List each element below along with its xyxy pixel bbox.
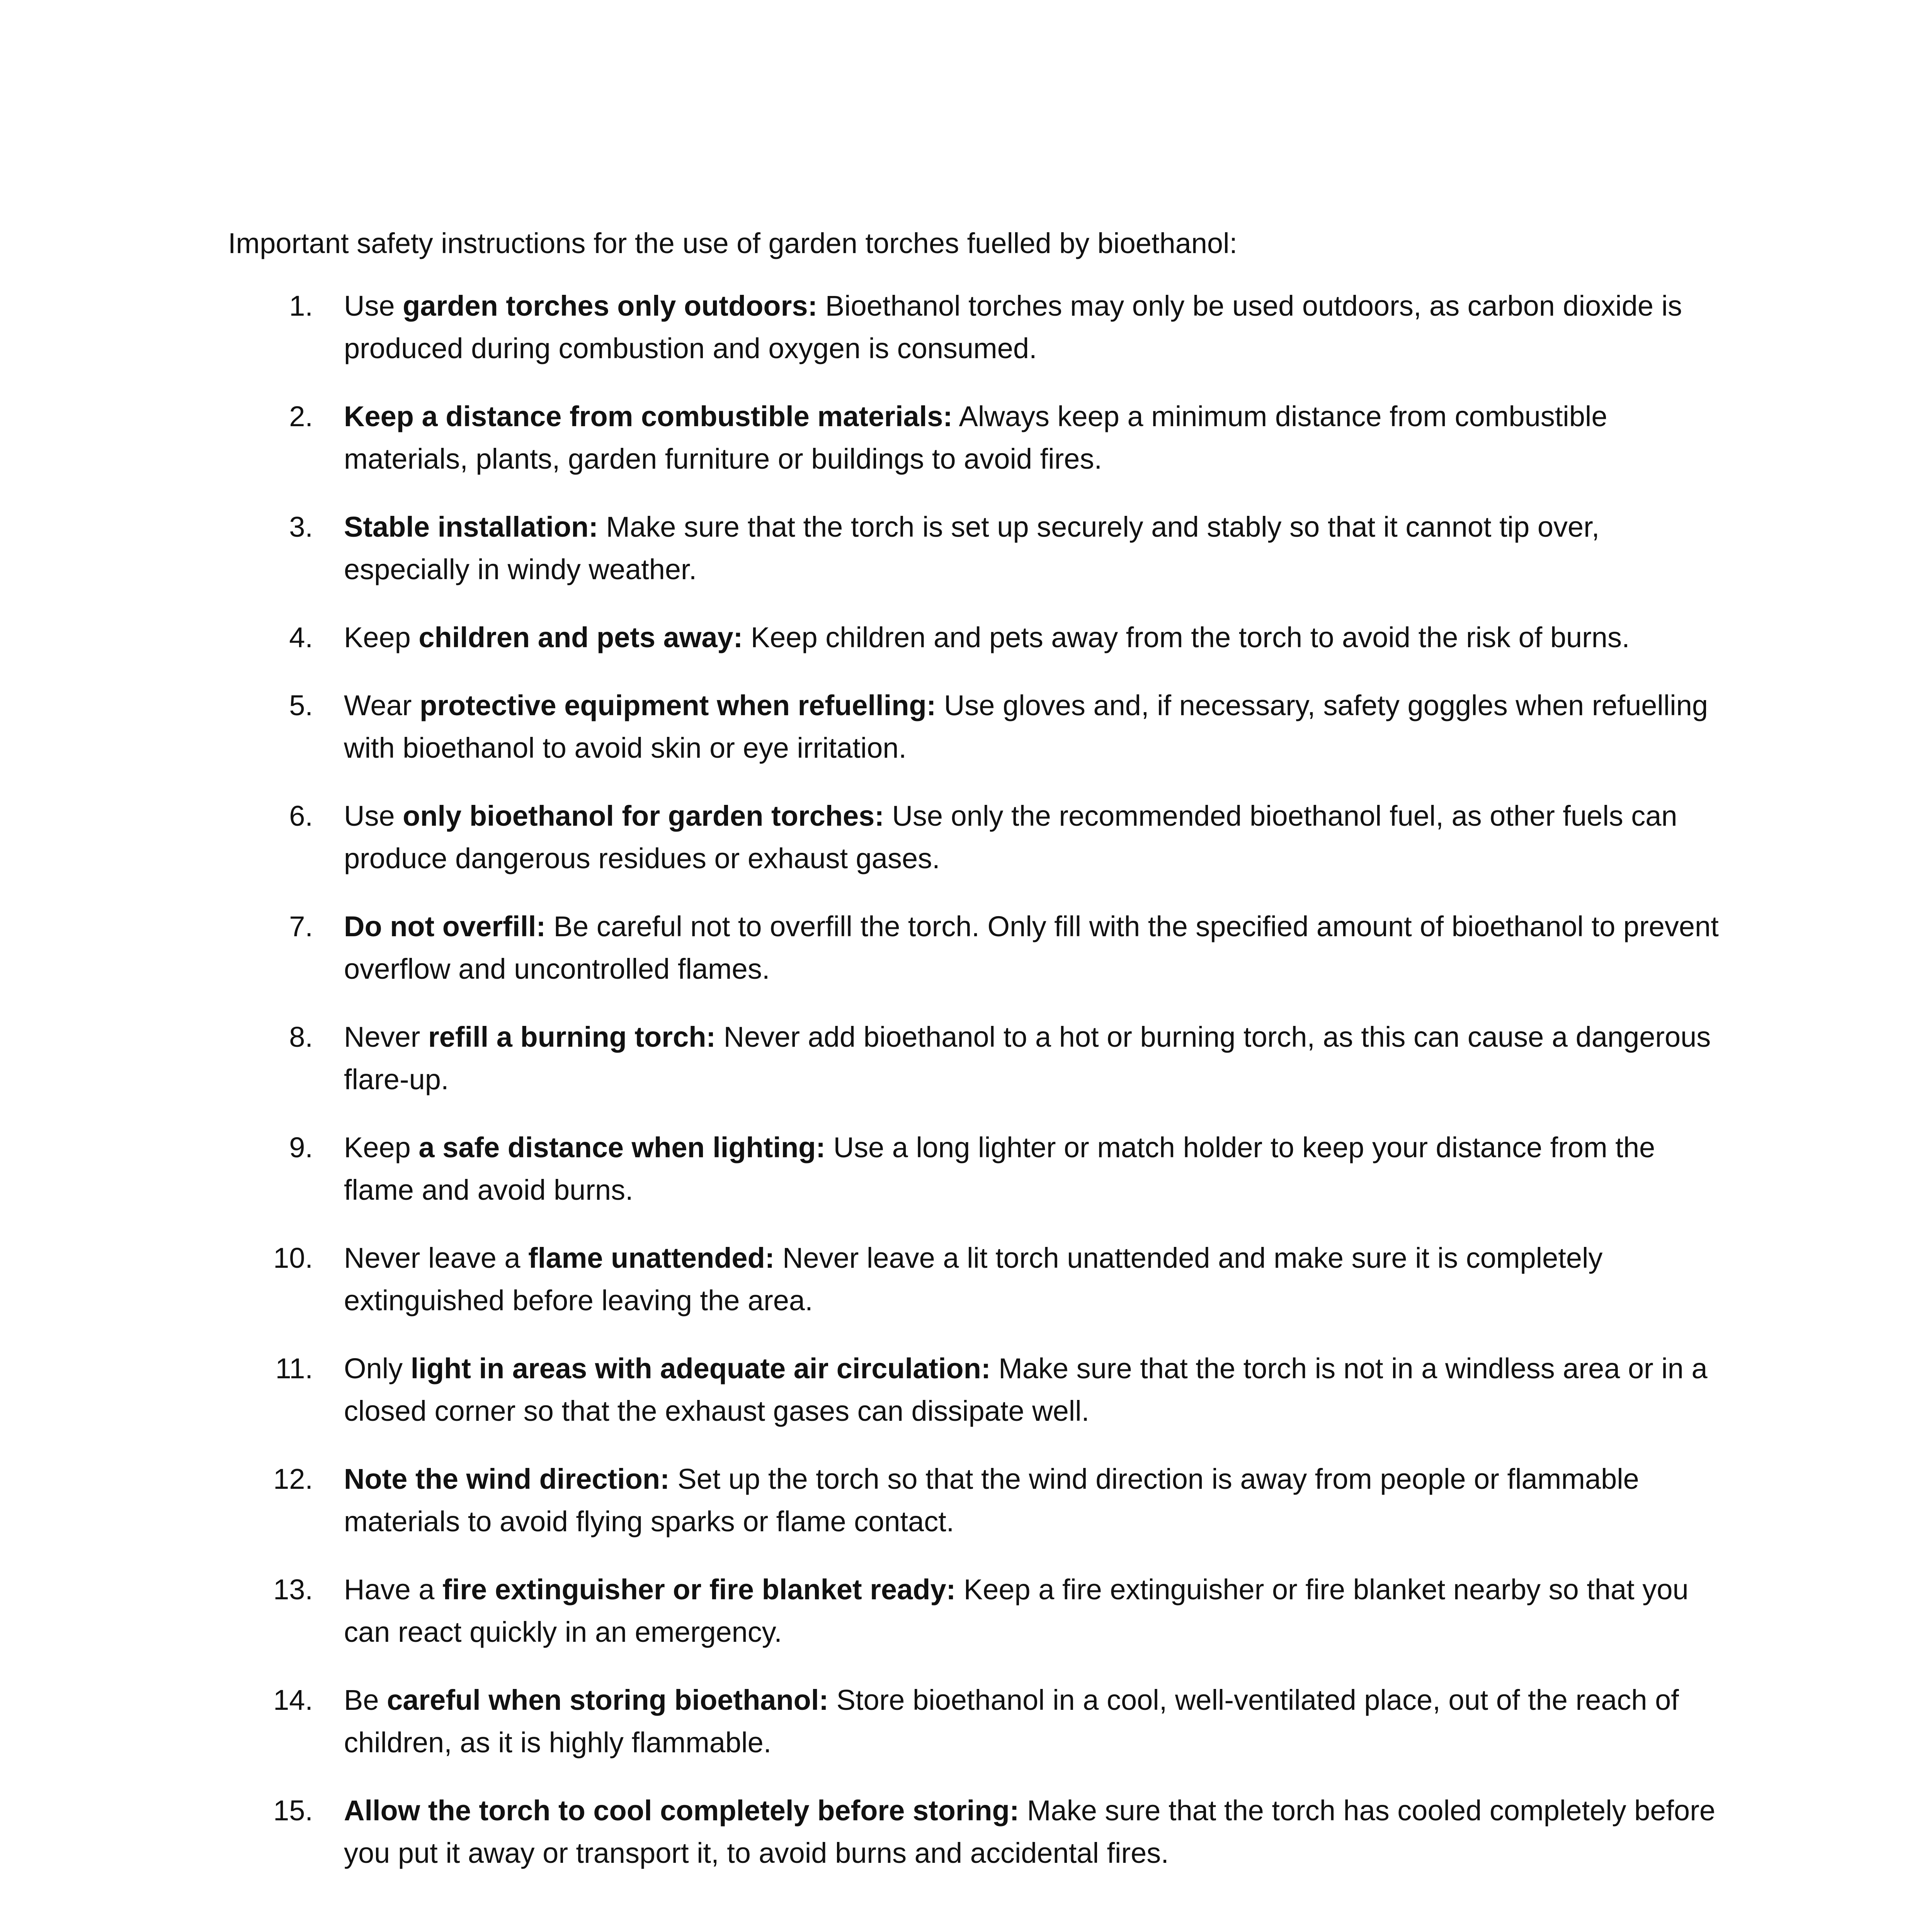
- list-item: [228, 1347, 1720, 1432]
- item-bold-heading: Keep a distance from combustible materials:: [344, 400, 953, 432]
- list-item-text: [344, 800, 1677, 874]
- item-description: Always keep a minimum distance from combustible materials, plants, garden furniture or buildings to avoid fires.: [344, 400, 1607, 475]
- list-item-number: 12.: [273, 1463, 313, 1495]
- item-lead-text: Wear: [344, 689, 420, 721]
- list-item: [228, 506, 1720, 591]
- list-item: [228, 1237, 1720, 1322]
- list-item-text: [344, 1794, 1715, 1869]
- list-item-number: 4.: [289, 621, 313, 653]
- list-item-text: [344, 1242, 1602, 1316]
- list-item-text: [344, 511, 1599, 585]
- item-lead-text: Only: [344, 1352, 411, 1384]
- item-bold-heading: garden torches only outdoors:: [403, 290, 818, 322]
- item-description: Use gloves and, if necessary, safety goggles when refuelling with bioethanol to avoid skin or eye irritation.: [344, 689, 1708, 764]
- item-description: Bioethanol torches may only be used outdoors, as carbon dioxide is produced during combustion and oxygen is consumed.: [344, 290, 1682, 364]
- list-item-text: [344, 1021, 1711, 1095]
- item-bold-heading: Allow the torch to cool completely before storing:: [344, 1794, 1019, 1827]
- item-bold-heading: a safe distance when lighting:: [418, 1131, 826, 1163]
- item-description: Keep a fire extinguisher or fire blanket nearby so that you can react quickly in an emergency.: [344, 1573, 1689, 1648]
- list-item-number: 14.: [273, 1684, 313, 1716]
- item-lead-text: Never: [344, 1021, 428, 1053]
- item-description: Never leave a lit torch unattended and make sure it is completely extinguished before leaving the area.: [344, 1242, 1603, 1316]
- list-item-number: 9.: [289, 1131, 313, 1163]
- list-item-number: 10.: [273, 1242, 313, 1274]
- item-description: Use a long lighter or match holder to keep your distance from the flame and avoid burns.: [344, 1131, 1655, 1206]
- list-item: [228, 616, 1720, 659]
- list-item-text: [344, 621, 1630, 653]
- item-bold-heading: protective equipment when refuelling:: [420, 689, 936, 721]
- safety-instructions-list: [228, 285, 1720, 1874]
- item-bold-heading: flame unattended:: [528, 1242, 775, 1274]
- item-lead-text: Keep: [344, 621, 419, 653]
- list-item: [228, 1126, 1720, 1211]
- item-bold-heading: refill a burning torch:: [428, 1021, 716, 1053]
- list-item-number: 1.: [289, 290, 313, 322]
- list-item-number: 6.: [289, 800, 313, 832]
- list-item: [228, 1458, 1720, 1543]
- list-item: [228, 684, 1720, 769]
- list-item: [228, 905, 1720, 990]
- list-item-text: [344, 400, 1607, 475]
- list-item: [228, 795, 1720, 880]
- list-item-text: [344, 1131, 1655, 1206]
- list-item-number: 2.: [289, 400, 313, 432]
- item-bold-heading: only bioethanol for garden torches:: [403, 800, 884, 832]
- list-item-number: 11.: [275, 1352, 313, 1384]
- item-description: Never add bioethanol to a hot or burning torch, as this can cause a dangerous flare-up.: [344, 1021, 1711, 1095]
- item-lead-text: Keep: [344, 1131, 419, 1163]
- item-description: Keep children and pets away from the torch to avoid the risk of burns.: [743, 621, 1630, 653]
- item-bold-heading: light in areas with adequate air circulation:: [410, 1352, 991, 1384]
- list-item-text: [344, 1684, 1679, 1759]
- list-item-number: 3.: [289, 511, 313, 543]
- list-item-text: [344, 1573, 1689, 1648]
- item-bold-heading: Note the wind direction:: [344, 1463, 670, 1495]
- list-item: [228, 1789, 1720, 1874]
- item-description: Make sure that the torch is set up securely and stably so that it cannot tip over, especially in windy weather.: [344, 511, 1600, 585]
- list-item: [228, 395, 1720, 480]
- item-lead-text: Use: [344, 800, 403, 832]
- list-item: [228, 1679, 1720, 1764]
- item-description: Store bioethanol in a cool, well-ventilated place, out of the reach of children, as it is highly flammable.: [344, 1684, 1679, 1759]
- list-item-number: 5.: [289, 689, 313, 721]
- item-description: Set up the torch so that the wind direction is away from people or flammable materials to avoid flying sparks or flame contact.: [344, 1463, 1639, 1537]
- item-description: Use only the recommended bioethanol fuel, as other fuels can produce dangerous residues or exhaust gases.: [344, 800, 1677, 874]
- list-item-text: [344, 1463, 1639, 1537]
- list-item-text: [344, 910, 1719, 985]
- item-bold-heading: fire extinguisher or fire blanket ready:: [442, 1573, 956, 1605]
- document-body: [228, 222, 1720, 1932]
- item-description: Make sure that the torch is not in a windless area or in a closed corner so that the exhaust gases can dissipate well.: [344, 1352, 1708, 1427]
- item-lead-text: Use: [344, 290, 403, 322]
- list-item: [228, 1568, 1720, 1653]
- item-bold-heading: Stable installation:: [344, 511, 598, 543]
- item-bold-heading: Do not overfill:: [344, 910, 546, 942]
- list-item-text: [344, 689, 1708, 764]
- list-item-number: 7.: [289, 910, 313, 942]
- item-bold-heading: careful when storing bioethanol:: [387, 1684, 829, 1716]
- intro-paragraph: Important safety instructions for the use of garden torches fuelled by bioethanol:: [228, 227, 1238, 259]
- list-item-number: 13.: [273, 1573, 313, 1605]
- item-lead-text: Have a: [344, 1573, 443, 1605]
- list-item-text: [344, 1352, 1708, 1427]
- item-lead-text: Be: [344, 1684, 387, 1716]
- item-lead-text: Never leave a: [344, 1242, 529, 1274]
- list-item-number: 15.: [273, 1794, 313, 1827]
- list-item: [228, 285, 1720, 370]
- list-item: [228, 1016, 1720, 1101]
- item-bold-heading: children and pets away:: [418, 621, 743, 653]
- list-item-text: [344, 290, 1682, 364]
- list-item-number: 8.: [289, 1021, 313, 1053]
- item-description: Make sure that the torch has cooled completely before you put it away or transport it, to avoid burns and accidental fires.: [344, 1794, 1716, 1869]
- item-description: Be careful not to overfill the torch. Only fill with the specified amount of bioethanol to prevent overflow and uncontrolled flames.: [344, 910, 1719, 985]
